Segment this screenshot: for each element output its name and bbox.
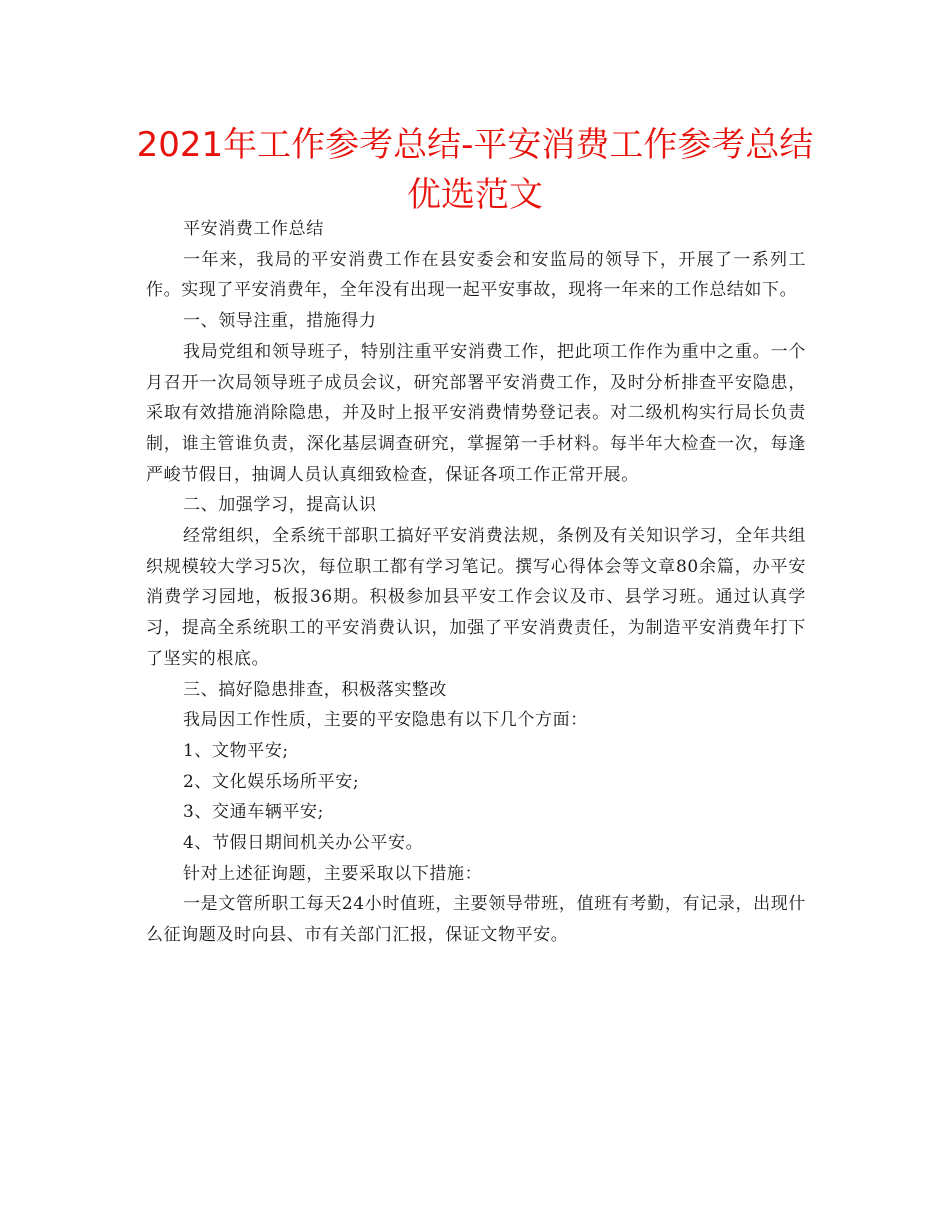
paragraph-section-2: 经常组织，全系统干部职工搞好平安消费法规，条例及有关知识学习，全年共组织规模较大学习5次，每位职工都有学习笔记。撰写心得体会等文章80余篇，办平安消费学习园地，板报36期。积极参加县平安工作会议及市、县学习班。通过认真学习，提高全系统职工的平安消费认识，加强了平安消费责任，为制造平安消费年打下了坚实的根底。 [146, 526, 806, 669]
list-item: 1、文物平安; [183, 740, 289, 761]
list-item: 3、交通车辆平安; [183, 802, 324, 823]
list-item: 4、节假日期间机关办公平安。 [183, 833, 424, 854]
document-title: 2021年工作参考总结-平安消费工作参考总结优选范文 [136, 125, 814, 215]
document-body [146, 214, 806, 951]
paragraph-hazards-intro: 我局因工作性质，主要的平安隐患有以下几个方面： [183, 710, 588, 731]
paragraph-heading-summary: 平安消费工作总结 [183, 219, 324, 239]
section-heading-2: 二、加强学习，提高认识 [183, 495, 377, 516]
section-heading-1: 一、领导注重，措施得力 [183, 311, 377, 332]
paragraph-intro: 一年来，我局的平安消费工作在县安委会和安监局的领导下，开展了一系列工作。实现了平安消费年，全年没有出现一起平安事故，现将一年来的工作总结如下。 [146, 249, 806, 301]
paragraph-measure-1: 一是文管所职工每天24小时值班，主要领导带班，值班有考勤，有记录，出现什么征询题及时向县、市有关部门汇报，保证文物平安。 [146, 894, 806, 946]
paragraph-section-1: 我局党组和领导班子，特别注重平安消费工作，把此项工作作为重中之重。一个月召开一次局领导班子成员会议，研究部署平安消费工作，及时分析排查平安隐患，采取有效措施消除隐患，并及时上报平安消费情势登记表。对二级机构实行局长负责制，谁主管谁负责，深化基层调查研究，掌握第一手材料。每半年大检查一次，每逢严峻节假日，抽调人员认真细致检查，保证各项工作正常开展。 [146, 341, 806, 485]
section-heading-3: 三、搞好隐患排查，积极落实整改 [183, 679, 447, 700]
paragraph-measures-intro: 针对上述征询题，主要采取以下措施： [183, 863, 483, 884]
list-item: 2、文化娱乐场所平安; [183, 771, 360, 792]
